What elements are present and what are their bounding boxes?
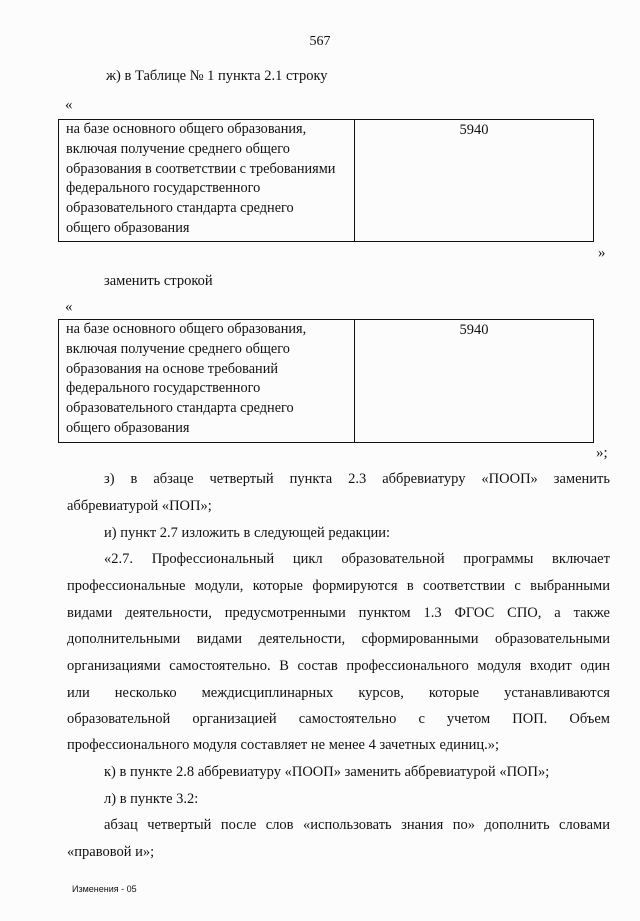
word: модуля <box>477 658 522 674</box>
word: входит <box>529 658 572 674</box>
word: абзаце <box>153 471 194 487</box>
para27-line2 <box>67 577 610 604</box>
table2-line: общего образования <box>66 419 190 436</box>
word: Объем <box>569 711 610 727</box>
word: междисциплинарных <box>201 685 334 701</box>
word: «2.7. <box>104 551 133 567</box>
word: знания <box>401 817 444 833</box>
table1-cell-hours: 5940 <box>459 122 489 138</box>
word: по» <box>452 817 475 833</box>
word: устанавливаются <box>504 685 610 701</box>
word: видами <box>196 631 243 647</box>
word: также <box>573 605 610 621</box>
word: а <box>554 605 561 621</box>
justified-line <box>67 657 610 684</box>
word: четвертый <box>209 471 274 487</box>
word: Профессиональный <box>151 551 275 567</box>
word: видами <box>67 605 113 621</box>
word: или <box>67 685 90 701</box>
para27-line8: профессионального модуля составляет не менее 4 зачетных единиц.»; <box>67 737 500 753</box>
word: аббревиатуру <box>382 471 466 487</box>
table1-line: образовательного стандарта среднего <box>66 200 294 217</box>
justified-line <box>67 630 610 657</box>
table1-line: федерального государственного <box>66 180 261 197</box>
table1-cell-description <box>59 120 355 241</box>
word: ПОП. <box>512 711 548 727</box>
table-replacement-row <box>58 319 594 443</box>
word: цикл <box>292 551 323 567</box>
word: дополнительными <box>67 631 181 647</box>
word: «ПООП» <box>481 471 538 487</box>
word: предусмотренными <box>224 605 346 621</box>
word: модули, <box>194 578 244 594</box>
word: деятельности, <box>125 605 212 621</box>
word: в <box>406 578 414 594</box>
para27-line4 <box>67 630 610 657</box>
item-zh: ж) в Таблице № 1 пункта 2.1 строку <box>106 68 328 84</box>
word: четвертый <box>147 817 212 833</box>
word: выбранными <box>530 578 610 594</box>
page-footer: Изменения - 05 <box>72 884 137 894</box>
para27-line5 <box>67 657 610 684</box>
word: дополнить <box>484 817 550 833</box>
table2-cell-hours: 5940 <box>459 322 489 338</box>
para-abz-line2: «правовой и»; <box>67 844 155 860</box>
table2-line: образовательного стандарта среднего <box>66 400 294 417</box>
open-quote-2: « <box>65 299 73 315</box>
word: после <box>220 817 257 833</box>
justified-line <box>67 604 610 631</box>
close-quote-1: » <box>598 245 606 261</box>
word: учетом <box>446 711 491 727</box>
open-quote-1: « <box>65 97 73 113</box>
word: абзац <box>104 817 138 833</box>
word: которые <box>252 578 303 594</box>
word: профессионального <box>346 658 469 674</box>
word: соответствии <box>423 578 505 594</box>
table1-line: образования в соответствии с требованиями <box>66 160 336 177</box>
justified-line <box>104 470 610 497</box>
word: 2.3 <box>348 471 367 487</box>
word: «использовать <box>303 817 392 833</box>
page-number: 567 <box>309 34 331 49</box>
word: курсов, <box>358 685 404 701</box>
word: несколько <box>114 685 177 701</box>
table-original-row <box>58 119 594 242</box>
word: образовательными <box>494 631 610 647</box>
justified-line <box>67 684 610 711</box>
para27-line7 <box>67 710 610 737</box>
table2-line: на базе основного общего образования, <box>66 321 307 337</box>
word: сформированными <box>361 631 479 647</box>
word: формируются <box>312 578 398 594</box>
replace-text: заменить строкой <box>104 273 213 289</box>
word: с <box>418 711 425 727</box>
item-l: л) в пункте 3.2: <box>104 791 199 807</box>
word: с <box>514 578 521 594</box>
word: самостоятельно <box>298 711 397 727</box>
word: организациями <box>67 658 161 674</box>
word: 1.3 <box>423 605 442 621</box>
word: профессиональные <box>67 578 186 594</box>
table2-line: включая получение среднего общего <box>66 340 290 357</box>
word: заменить <box>553 471 610 487</box>
justified-line <box>104 816 610 843</box>
word: деятельности, <box>258 631 346 647</box>
word: организацией <box>192 711 277 727</box>
justified-line <box>104 550 610 577</box>
para27-line1 <box>104 550 610 577</box>
table2-line: образования на основе требований <box>66 360 278 377</box>
word: пунктом <box>358 605 411 621</box>
close-quote-2: »; <box>596 445 608 461</box>
para-abz-line1 <box>104 816 610 843</box>
justified-line <box>67 577 610 604</box>
word: включает <box>552 551 610 567</box>
word: В <box>279 658 289 674</box>
justified-line <box>67 710 610 737</box>
word: ФГОС <box>454 605 495 621</box>
word: программы <box>463 551 534 567</box>
word: з) <box>104 471 115 487</box>
table1-line: на базе основного общего образования, <box>66 121 307 137</box>
word: образовательной <box>67 711 171 727</box>
word: образовательной <box>341 551 445 567</box>
para27-line3 <box>67 604 610 631</box>
para27-line6 <box>67 684 610 711</box>
word: состав <box>297 658 338 674</box>
word: пункта <box>289 471 333 487</box>
item-k: к) в пункте 2.8 аббревиатуру «ПООП» заменить аббревиатурой «ПОП»; <box>104 764 550 780</box>
item-i: и) пункт 2.7 изложить в следующей редакции: <box>104 525 391 541</box>
table1-line: общего образования <box>66 219 190 236</box>
item-z-line2: аббревиатурой «ПОП»; <box>67 498 212 514</box>
table2-line: федерального государственного <box>66 380 261 397</box>
word: в <box>130 471 138 487</box>
item-z-line1 <box>104 470 610 497</box>
word: один <box>580 658 610 674</box>
table1-line: включая получение среднего общего <box>66 140 290 157</box>
word: которые <box>428 685 480 701</box>
word: самостоятельно. <box>169 658 271 674</box>
word: слов <box>265 817 294 833</box>
word: СПО, <box>507 605 542 621</box>
word: словами <box>559 817 610 833</box>
table2-cell-description <box>59 320 355 442</box>
